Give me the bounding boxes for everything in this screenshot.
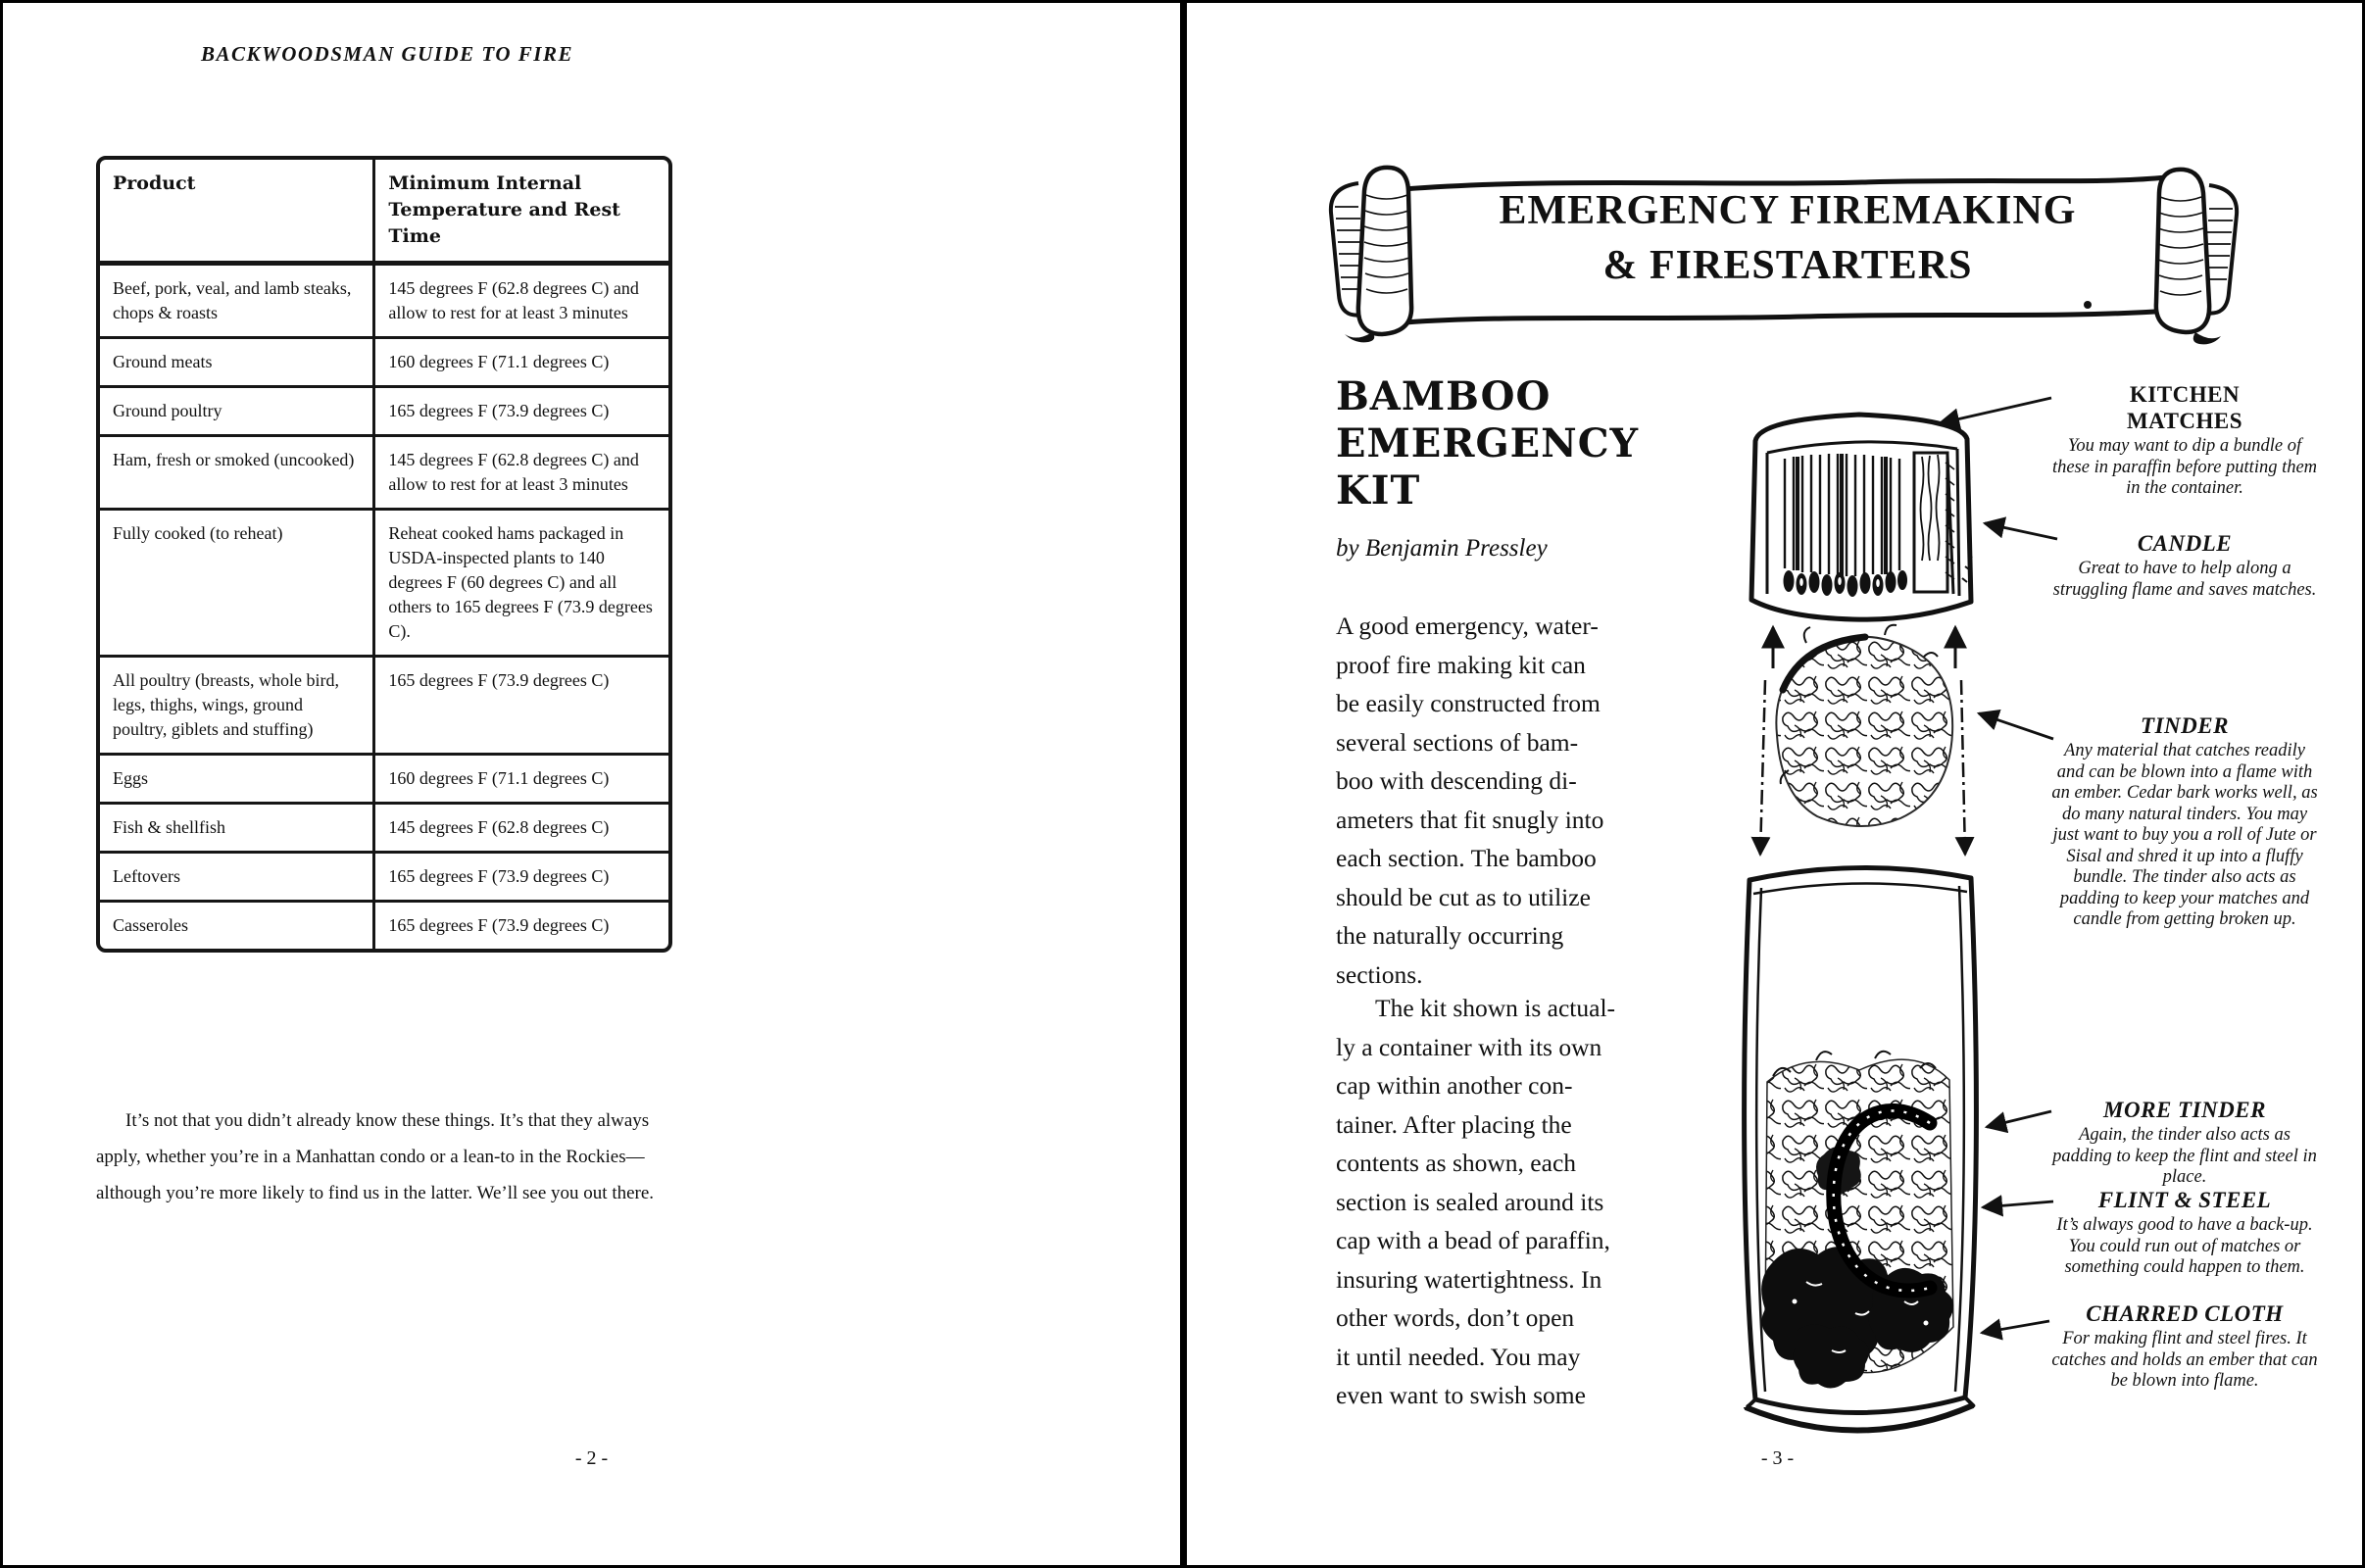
article-paragraph-1 bbox=[1336, 607, 1767, 994]
text-line: cap within another con- bbox=[1336, 1071, 1573, 1100]
temperature-cell: 145 degrees F (62.8 degrees C) bbox=[372, 805, 668, 851]
temperature-cell: 165 degrees F (73.9 degrees C) bbox=[372, 854, 668, 900]
temperature-cell: 145 degrees F (62.8 degrees C) and allow to rest for at least 3 minutes bbox=[372, 437, 668, 508]
annotation-title: TINDER bbox=[2141, 713, 2229, 738]
page-number-left: - 2 - bbox=[574, 1447, 609, 1469]
main-container bbox=[1745, 867, 1977, 1430]
column-header-temperature: Minimum Internal Temperature and Rest Time bbox=[372, 160, 668, 261]
text-line: section is sealed around its bbox=[1336, 1187, 1604, 1216]
annotation-title: KITCHEN MATCHES bbox=[2126, 382, 2243, 433]
text-line: should be cut as to utilize bbox=[1336, 882, 1591, 911]
table-row bbox=[100, 655, 668, 753]
text-line: proof fire making kit can bbox=[1336, 650, 1586, 679]
text-line: The kit shown is actual- bbox=[1375, 994, 1616, 1022]
table-row bbox=[100, 802, 668, 851]
table-header-row bbox=[100, 160, 668, 266]
text-line: ly a container with its own bbox=[1336, 1032, 1602, 1061]
temperature-cell: Reheat cooked hams packaged in USDA-inspected plants to 140 degrees F (60 degrees C) and all others to 165 degrees F (73.9 degrees C). bbox=[372, 511, 668, 655]
product-cell: Ground meats bbox=[113, 352, 213, 371]
product-cell: Ground poultry bbox=[113, 401, 222, 420]
temperature-cell: 165 degrees F (73.9 degrees C) bbox=[372, 388, 668, 434]
figure-annotation bbox=[2030, 712, 2340, 931]
text-line: it until needed. You may bbox=[1336, 1342, 1581, 1371]
text-line: even want to swish some bbox=[1336, 1381, 1586, 1409]
table-row bbox=[100, 385, 668, 434]
annotation-caption: It’s always good to have a back-up. You could run out of matches or something could happen to them. bbox=[2056, 1215, 2313, 1277]
text-line: insuring watertightness. In bbox=[1336, 1264, 1602, 1294]
annotation-title: CANDLE bbox=[2137, 531, 2233, 556]
chapter-title-line: & FIRESTARTERS bbox=[1602, 243, 1973, 288]
product-cell: Eggs bbox=[113, 768, 148, 788]
text-line: tainer. After placing the bbox=[1336, 1109, 1572, 1139]
text-line: ameters that fit snugly into bbox=[1336, 805, 1604, 834]
table-row bbox=[100, 508, 668, 655]
product-cell: Fish & shellfish bbox=[113, 817, 226, 837]
text-line: contents as shown, each bbox=[1336, 1149, 1577, 1177]
product-cell: Leftovers bbox=[113, 866, 180, 886]
temperature-cell: 165 degrees F (73.9 degrees C) bbox=[372, 658, 668, 753]
product-cell: All poultry (breasts, whole bird, legs, thighs, wings, ground poultry, giblets and stuffing) bbox=[113, 670, 339, 739]
text-line: several sections of bam- bbox=[1336, 727, 1579, 757]
text-line: the naturally occurring bbox=[1336, 921, 1564, 950]
annotation-caption: You may want to dip a bundle of these in paraffin before putting them in the container. bbox=[2051, 436, 2318, 498]
temperature-cell: 165 degrees F (73.9 degrees C) bbox=[372, 903, 668, 949]
text-line: A good emergency, water- bbox=[1336, 612, 1599, 640]
article-byline: by Benjamin Pressley bbox=[1336, 535, 1548, 562]
chapter-title-line: EMERGENCY FIREMAKING bbox=[1499, 188, 2077, 233]
product-cell: Ham, fresh or smoked (uncooked) bbox=[113, 450, 355, 469]
article-title: BAMBOO EMERGENCY KIT bbox=[1336, 373, 1640, 514]
page-number-right: - 3 - bbox=[1760, 1447, 1795, 1469]
annotation-caption: Again, the tinder also acts as padding to keep the flint and steel in place. bbox=[2052, 1125, 2317, 1187]
product-cell: Beef, pork, veal, and lamb steaks, chops & roasts bbox=[113, 278, 352, 322]
article-paragraph-2 bbox=[1336, 989, 1767, 1415]
text-line: boo with descending di- bbox=[1336, 766, 1577, 795]
temperature-cell: 145 degrees F (62.8 degrees C) and allow to rest for at least 3 minutes bbox=[372, 266, 668, 336]
text-line: cap with a bead of paraffin, bbox=[1336, 1226, 1610, 1254]
figure-annotation bbox=[2030, 381, 2340, 500]
figure-annotation bbox=[2030, 1300, 2340, 1393]
product-cell: Casseroles bbox=[113, 915, 188, 935]
text-line: be easily constructed from bbox=[1336, 689, 1601, 717]
cooking-temperature-table bbox=[96, 156, 672, 953]
text-line: each section. The bamboo bbox=[1336, 844, 1597, 872]
table-row bbox=[100, 900, 668, 949]
temperature-cell: 160 degrees F (71.1 degrees C) bbox=[372, 339, 668, 385]
table-row bbox=[100, 336, 668, 385]
text-line: other words, don’t open bbox=[1336, 1303, 1575, 1332]
page-gutter-divider bbox=[1180, 3, 1187, 1568]
annotation-title: CHARRED CLOTH bbox=[2086, 1301, 2284, 1326]
figure-annotations bbox=[2030, 3, 2340, 1568]
table-body bbox=[100, 266, 668, 949]
tinder-bundle bbox=[1776, 625, 1952, 826]
annotation-caption: Any material that catches readily and can be blown into a flame with an ember. Cedar bark works well, as do many natural tinders. You may just want to buy you a roll of Jute or Sisal and shred it up into a fluffy bundle. The tinder also acts as padding to keep your matches and candle from getting broken up. bbox=[2051, 741, 2318, 929]
temperature-cell: 160 degrees F (71.1 degrees C) bbox=[372, 756, 668, 802]
candle bbox=[1914, 453, 1954, 594]
product-cell: Fully cooked (to reheat) bbox=[113, 523, 283, 543]
cap-section bbox=[1751, 415, 1972, 619]
table-row bbox=[100, 266, 668, 336]
annotation-caption: For making flint and steel fires. It catches and holds an ember that can be blown into flame. bbox=[2051, 1329, 2318, 1391]
banner-left-roll bbox=[1358, 168, 1411, 334]
annotation-title: MORE TINDER bbox=[2103, 1098, 2266, 1122]
body-paragraph: It’s not that you didn’t already know these things. It’s that they always apply, whether you’re in a Manhattan condo or a lean-to in the Rockies—although you’re more likely to find us in the latter. We’ll see you out there. bbox=[96, 1110, 655, 1203]
table-row bbox=[100, 434, 668, 508]
figure-annotation bbox=[2030, 1187, 2340, 1279]
table-row bbox=[100, 753, 668, 802]
table-row bbox=[100, 851, 668, 900]
running-head: BACKWOODSMAN GUIDE TO FIRE bbox=[201, 42, 573, 66]
annotation-caption: Great to have to help along a struggling flame and saves matches. bbox=[2052, 559, 2317, 600]
figure-annotation bbox=[2030, 1097, 2340, 1189]
column-header-product: Product bbox=[113, 172, 196, 194]
text-line: sections. bbox=[1336, 959, 1423, 989]
figure-annotation bbox=[2030, 530, 2340, 601]
annotation-title: FLINT & STEEL bbox=[2097, 1188, 2272, 1212]
